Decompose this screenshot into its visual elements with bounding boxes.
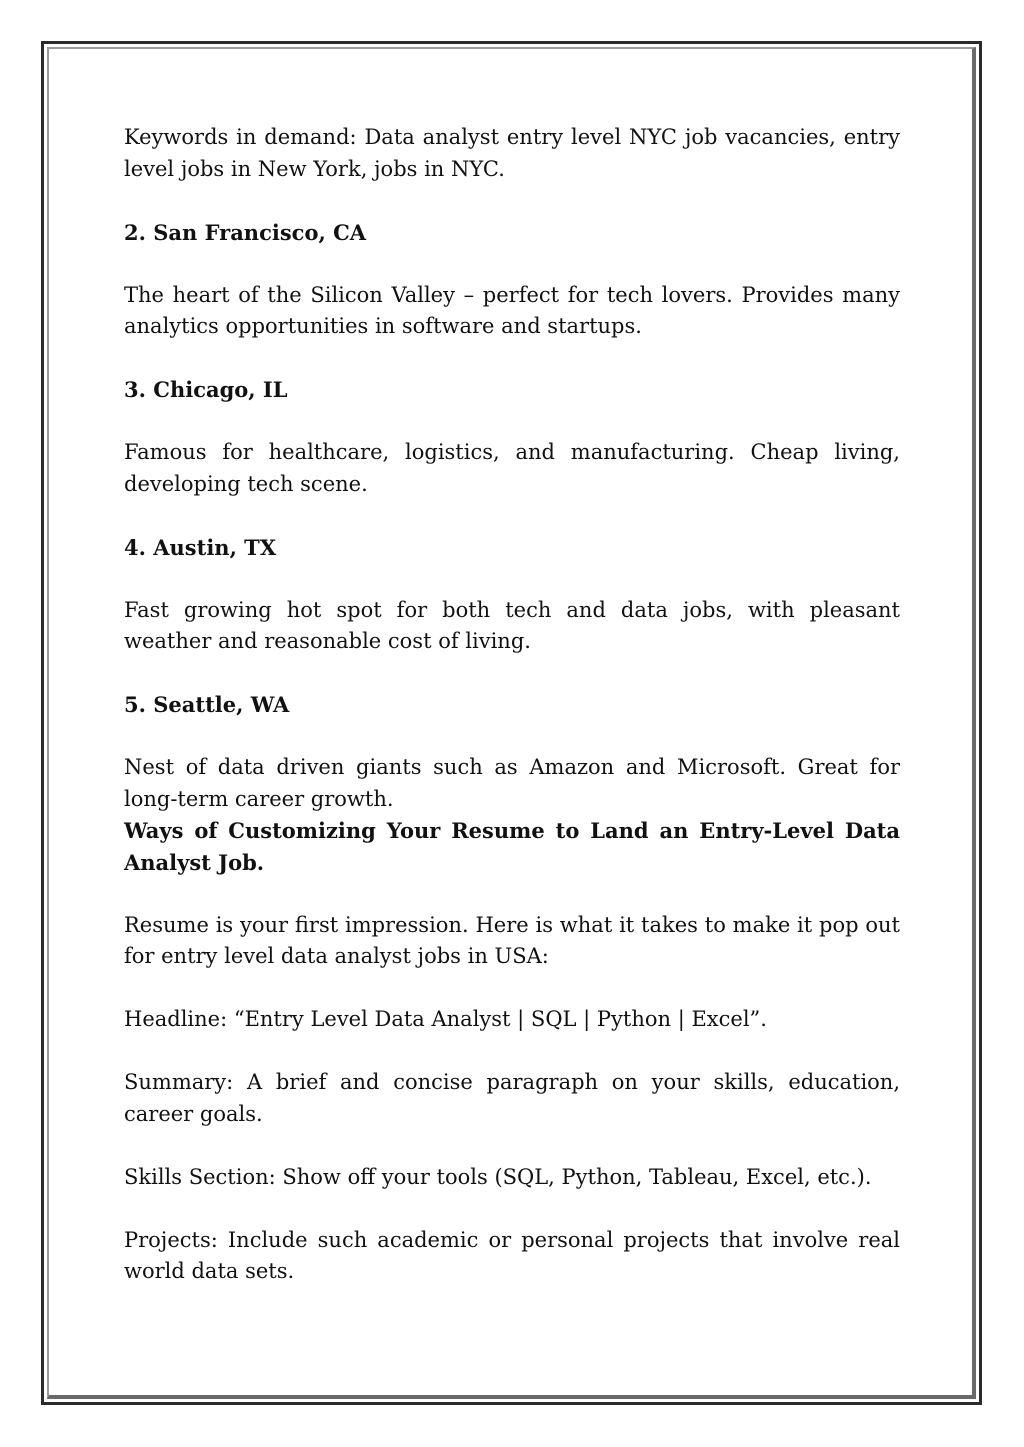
city-heading-austin: 4. Austin, TX bbox=[124, 534, 277, 560]
document-body bbox=[124, 122, 900, 1288]
keywords-paragraph: Keywords in demand: Data analyst entry level NYC job vacancies, entry level jobs in New York, jobs in NYC. bbox=[124, 125, 900, 181]
tip-summary: Summary: A brief and concise paragraph on your skills, education, career goals. bbox=[124, 1070, 900, 1126]
city-description-chicago: Famous for healthcare, logistics, and manufacturing. Cheap living, developing tech scene. bbox=[124, 440, 900, 496]
resume-intro-paragraph: Resume is your first impression. Here is what it takes to make it pop out for entry level data analyst jobs in USA: bbox=[124, 912, 900, 968]
city-description-austin: Fast growing hot spot for both tech and data jobs, with pleasant weather and reasonable cost of living. bbox=[124, 597, 900, 653]
tip-skills-section: Skills Section: Show off your tools (SQL, Python, Tableau, Excel, etc.). bbox=[124, 1164, 872, 1189]
section-heading-resume: Ways of Customizing Your Resume to Land an Entry-Level Data Analyst Job. bbox=[124, 818, 900, 875]
city-heading-seattle: 5. Seattle, WA bbox=[124, 692, 290, 717]
city-heading-chicago: 3. Chicago, IL bbox=[124, 377, 288, 402]
tip-projects: Projects: Include such academic or personal projects that involve real world data sets. bbox=[124, 1227, 900, 1283]
city-heading-san-francisco: 2. San Francisco, CA bbox=[124, 219, 367, 245]
city-description-san-francisco: The heart of the Silicon Valley – perfect for tech lovers. Provides many analytics opportunities in software and startups. bbox=[124, 282, 900, 338]
tip-headline: Headline: “Entry Level Data Analyst | SQL | Python | Excel”. bbox=[124, 1007, 767, 1031]
city-description-seattle: Nest of data driven giants such as Amazon and Microsoft. Great for long-term career growth. bbox=[124, 755, 900, 811]
